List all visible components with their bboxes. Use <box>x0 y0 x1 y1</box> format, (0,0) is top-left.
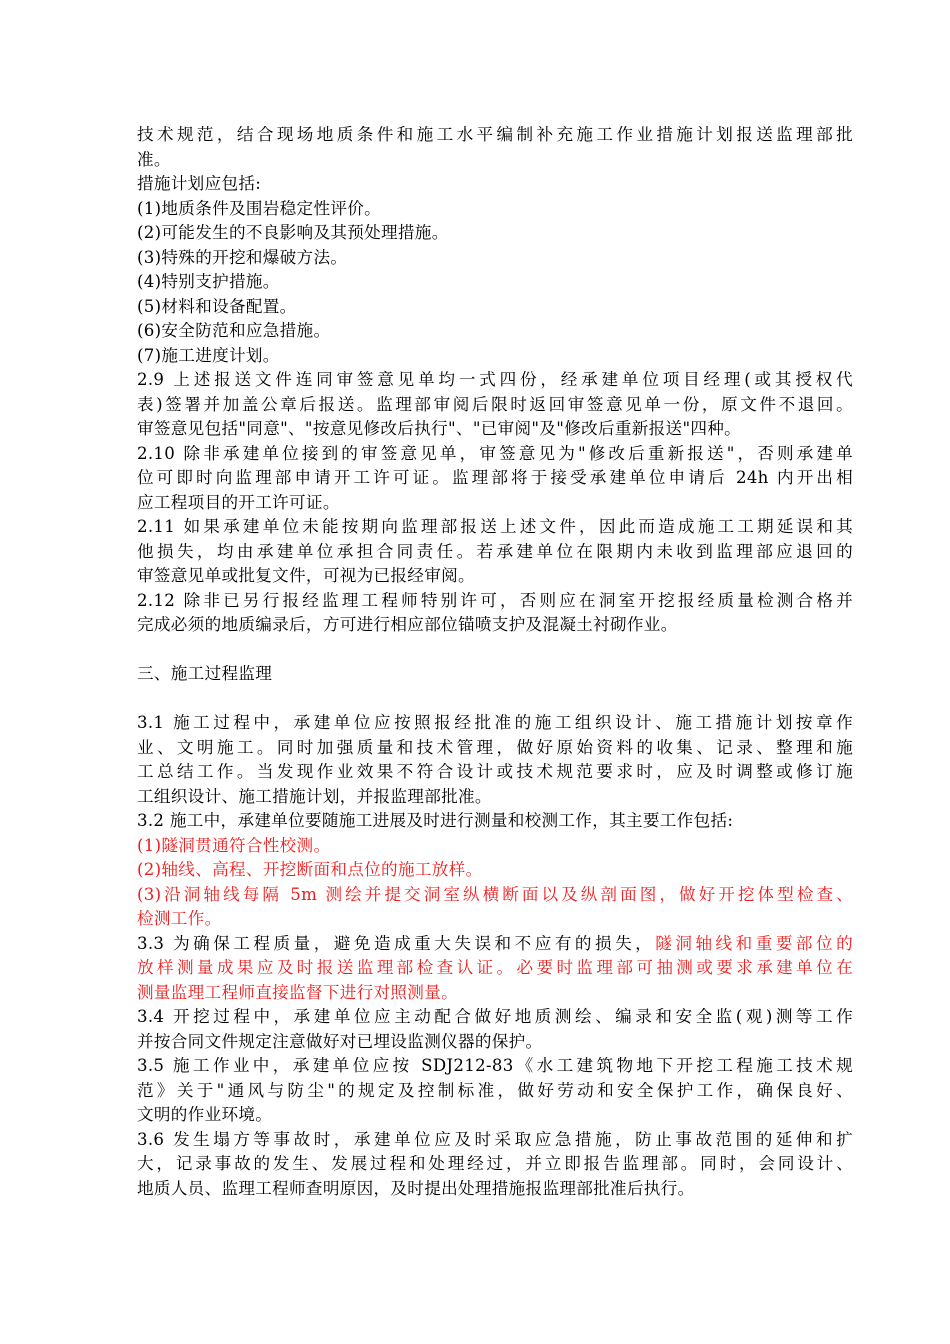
text-line: 3.4 开挖过程中，承建单位应主动配合做好地质测绘、编录和安全监(观)测等工作 <box>137 1007 853 1026</box>
paragraph-2-11 <box>137 515 853 589</box>
spacer <box>137 687 853 712</box>
paragraph-3-6 <box>137 1128 853 1202</box>
text-line: 准。 <box>137 149 171 169</box>
text-line: 完成必须的地质编录后，方可进行相应部位锚喷支护及混凝土衬砌作业。 <box>137 615 678 634</box>
text-line: 文明的作业环境。 <box>137 1105 273 1124</box>
text-line: 测量监理工程师直接监督下进行对照测量。 <box>137 982 458 1002</box>
text-line: 位可即时向监理部申请开工许可证。监理部将于接受承建单位申请后 24h 内开出相 <box>137 468 853 487</box>
text-line: 3.2 施工中，承建单位要随施工进展及时进行测量和校测工作，其主要工作包括: <box>137 811 734 830</box>
paragraph-3-5 <box>137 1054 853 1128</box>
text-line: 他损失，均由承建单位承担合同责任。若承建单位在限期内未收到监理部应退回的 <box>137 541 853 561</box>
list-item: (6)安全防范和应急措施。 <box>137 321 331 340</box>
list-item: (7)施工进度计划。 <box>137 345 280 365</box>
text-line: 审签意见包括"同意"、"按意见修改后执行"、"已审阅"及"修改后重新报送"四种。 <box>137 419 742 438</box>
text-line <box>137 932 853 957</box>
list-item: (1)地质条件及围岩稳定性评价。 <box>137 198 382 218</box>
text-line: 并按合同文件规定注意做好对已埋设监测仪器的保护。 <box>137 1031 543 1051</box>
paragraph-2-10 <box>137 442 853 516</box>
text-line: 表)签署并加盖公章后报送。监理部审阅后限时返回审签意见单一份，原文件不退回。 <box>137 394 853 414</box>
paragraph-3-1 <box>137 711 853 809</box>
section-3-heading: 三、施工过程监理 <box>137 664 273 683</box>
list-item: (2)轴线、高程、开挖断面和点位的施工放样。 <box>137 860 483 879</box>
paragraph-3-2 <box>137 809 853 932</box>
text-line: 3.5 施工作业中，承建单位应按 SDJ212-83《水工建筑物地下开挖工程施工技术规 <box>137 1056 853 1075</box>
text-line: 3.6 发生塌方等事故时，承建单位应及时采取应急措施，防止事故范围的延伸和扩 <box>137 1129 853 1149</box>
text-line: 2.11 如果承建单位未能按期向监理部报送上述文件，因此而造成施工工期延误和其 <box>137 517 853 536</box>
text-line: 3.1 施工过程中，承建单位应按照报经批准的施工组织设计、施工措施计划按章作 <box>137 713 853 732</box>
list-item: (5)材料和设备配置。 <box>137 296 297 316</box>
text-line: 工总结工作。当发现作业效果不符合设计或技术规范要求时，应及时调整或修订施 <box>137 762 853 781</box>
text-line: 大，记录事故的发生、发展过程和处理经过，并立即报告监理部。同时，会同设计、 <box>137 1154 853 1173</box>
list-item: (3)沿洞轴线每隔 5m 测绘并提交洞室纵横断面以及纵剖面图，做好开挖体型检查、 <box>137 884 853 904</box>
text-line: 地质人员、监理工程师查明原因，及时提出处理措施报监理部批准后执行。 <box>137 1178 695 1198</box>
list-item: 检测工作。 <box>137 909 222 928</box>
list-item: (4)特别支护措施。 <box>137 272 280 291</box>
text-line: 审签意见单或批复文件，可视为已报经审阅。 <box>137 566 475 585</box>
measures-list <box>137 197 853 369</box>
document-body <box>137 123 853 1201</box>
text-red-segment: 隧洞轴线和重要部位的 <box>655 933 854 953</box>
text-line: 2.10 除非承建单位接到的审签意见单，审签意见为"修改后重新报送"，否则承建单 <box>137 443 853 463</box>
text-line: 应工程项目的开工许可证。 <box>137 492 340 512</box>
text-line: 范》关于"通风与防尘"的规定及控制标准，做好劳动和安全保护工作，确保良好、 <box>137 1080 853 1100</box>
paragraph-2-12 <box>137 589 853 638</box>
text-black-segment: 3.3 为确保工程质量，避免造成重大失误和不应有的损失， <box>137 933 656 953</box>
measures-intro: 措施计划应包括: <box>137 174 262 193</box>
paragraph-3-4 <box>137 1005 853 1054</box>
paragraph-3-3 <box>137 932 853 1006</box>
text-line: 工组织设计、施工措施计划，并报监理部批准。 <box>137 786 492 806</box>
list-item: (2)可能发生的不良影响及其预处理措施。 <box>137 223 449 242</box>
text-line: 业、文明施工。同时加强质量和技术管理，做好原始资料的收集、记录、整理和施 <box>137 737 853 757</box>
spacer <box>137 638 853 663</box>
list-item: (3)特殊的开挖和爆破方法。 <box>137 247 348 267</box>
text-line: 2.12 除非已另行报经监理工程师特别许可，否则应在洞室开挖报经质量检测合格并 <box>137 590 853 610</box>
list-item: (1)隧洞贯通符合性校测。 <box>137 835 331 855</box>
text-line: 放样测量成果应及时报送监理部检查认证。必要时监理部可抽测或要求承建单位在 <box>137 958 853 977</box>
text-line: 2.9 上述报送文件连同审签意见单均一式四份，经承建单位项目经理(或其授权代 <box>137 370 853 389</box>
paragraph-2-9 <box>137 368 853 442</box>
text-line: 技术规范，结合现场地质条件和施工水平编制补充施工作业措施计划报送监理部批 <box>137 125 853 144</box>
paragraph-2-8-continuation <box>137 123 853 172</box>
